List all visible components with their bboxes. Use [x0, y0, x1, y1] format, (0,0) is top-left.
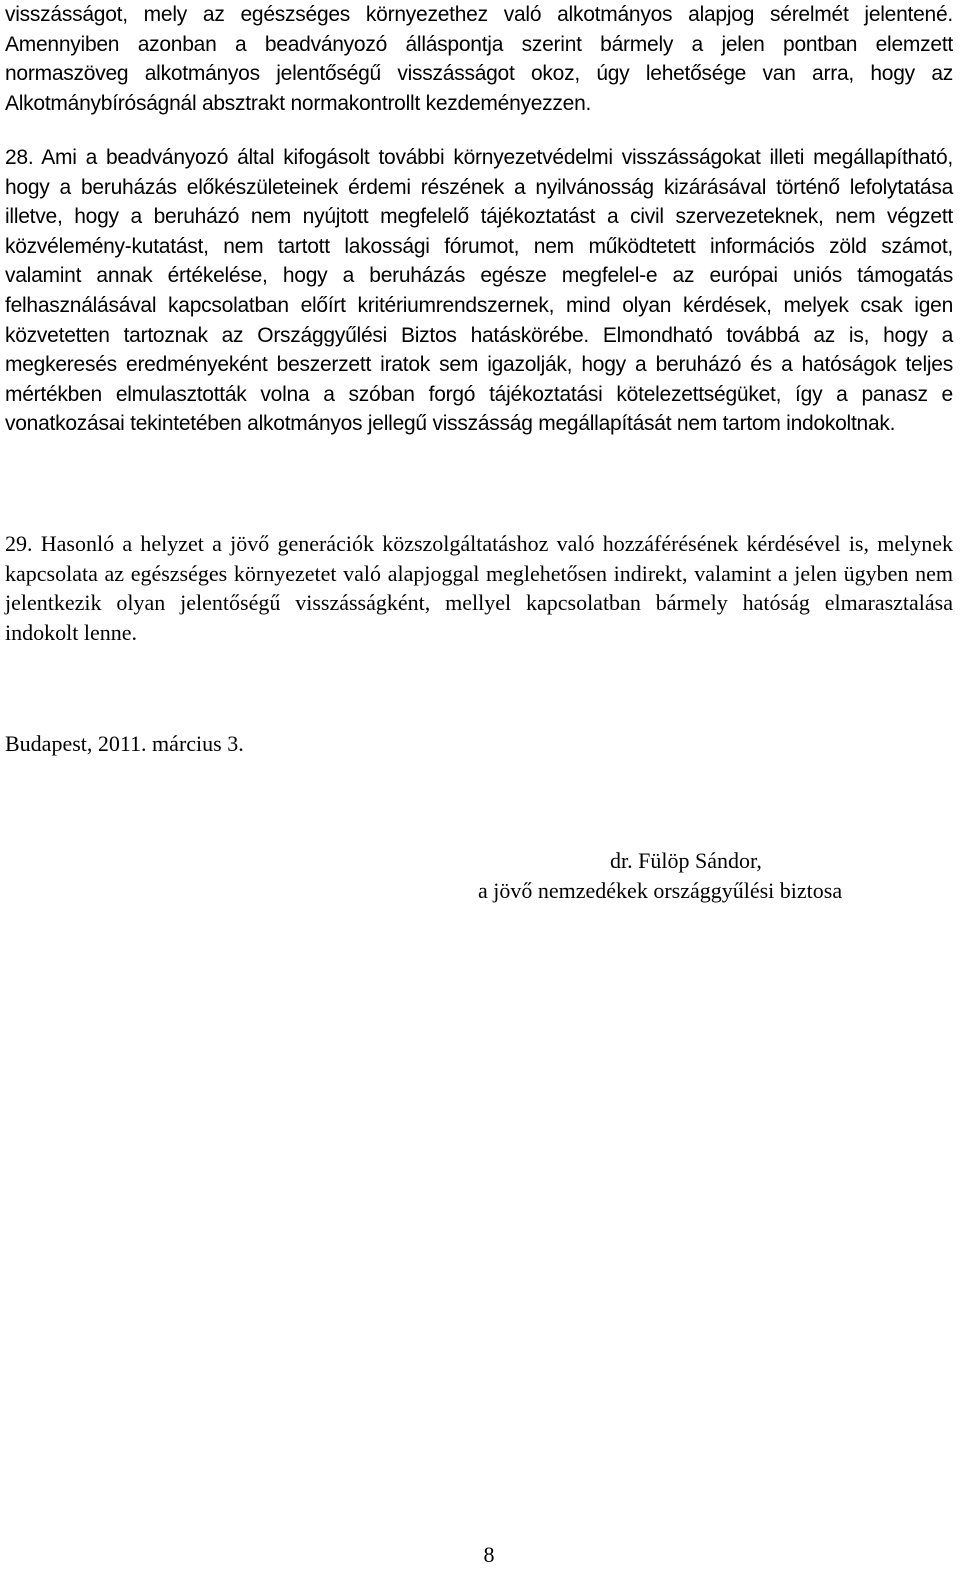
intro-paragraph: visszásságot, mely az egészséges környezethez való alkotmányos alapjog sérelmét jelentené. Amennyiben azonban a beadványozó álláspontja szerint bármely a jelen pontban elemzett normaszöveg alkotmányos jelentőségű visszásságot okoz, úgy lehetősége van arra, hogy az Alkotmánybíróságnál absztrakt normakontrollt kezdeményezzen.	[5, 3, 953, 115]
paragraph-29: 29. Hasonló a helyzet a jövő generációk közszolgáltatáshoz való hozzáférésének kérdésével is, melynek kapcsolata az egészséges környezetet való alapjoggal meglehetősen indirekt, valamint a jelen ügyben nem jelentkezik olyan jelentőségű visszásságként, mellyel kapcsolatban bármely hatóság elmarasztalása indokolt lenne.	[5, 531, 953, 645]
signatory-name: dr. Fülöp Sándor,	[610, 848, 762, 873]
signature-block	[478, 846, 918, 905]
page-number: 8	[483, 1542, 495, 1567]
paragraph-28: 28. Ami a beadványozó által kifogásolt további környezetvédelmi visszásságokat illeti megállapítható, hogy a beruházás előkészületeinek érdemi részének a nyilvánosság kizárásával történő lefolytatása illetve, hogy a beruházó nem nyújtott megfelelő tájékoztatást a civil szervezeteknek, nem végzett közvélemény-kutatást, nem tartott lakossági fórumot, nem működtetett információs zöld számot, valamint annak értékelése, hogy a beruházás egésze megfelel-e az európai uniós támogatás felhasználásával kapcsolatban előírt kritériumrendszernek, mind olyan kérdések, melyek csak igen közvetetten tartoznak az Országgyűlési Biztos hatáskörébe. Elmondható továbbá az is, hogy a megkeresés eredményeként beszerzett iratok sem igazolják, hogy a beruházó és a hatóságok teljes mértékben elmulasztották volna a szóban forgó tájékoztatási kötelezettségüket, így a panasz e vonatkozásai tekintetében alkotmányos jellegű visszásság megállapítását nem tartom indokoltnak.	[5, 146, 953, 436]
signatory-title: a jövő nemzedékek országgyűlési biztosa	[478, 877, 843, 903]
place-date: Budapest, 2011. március 3.	[5, 731, 244, 756]
